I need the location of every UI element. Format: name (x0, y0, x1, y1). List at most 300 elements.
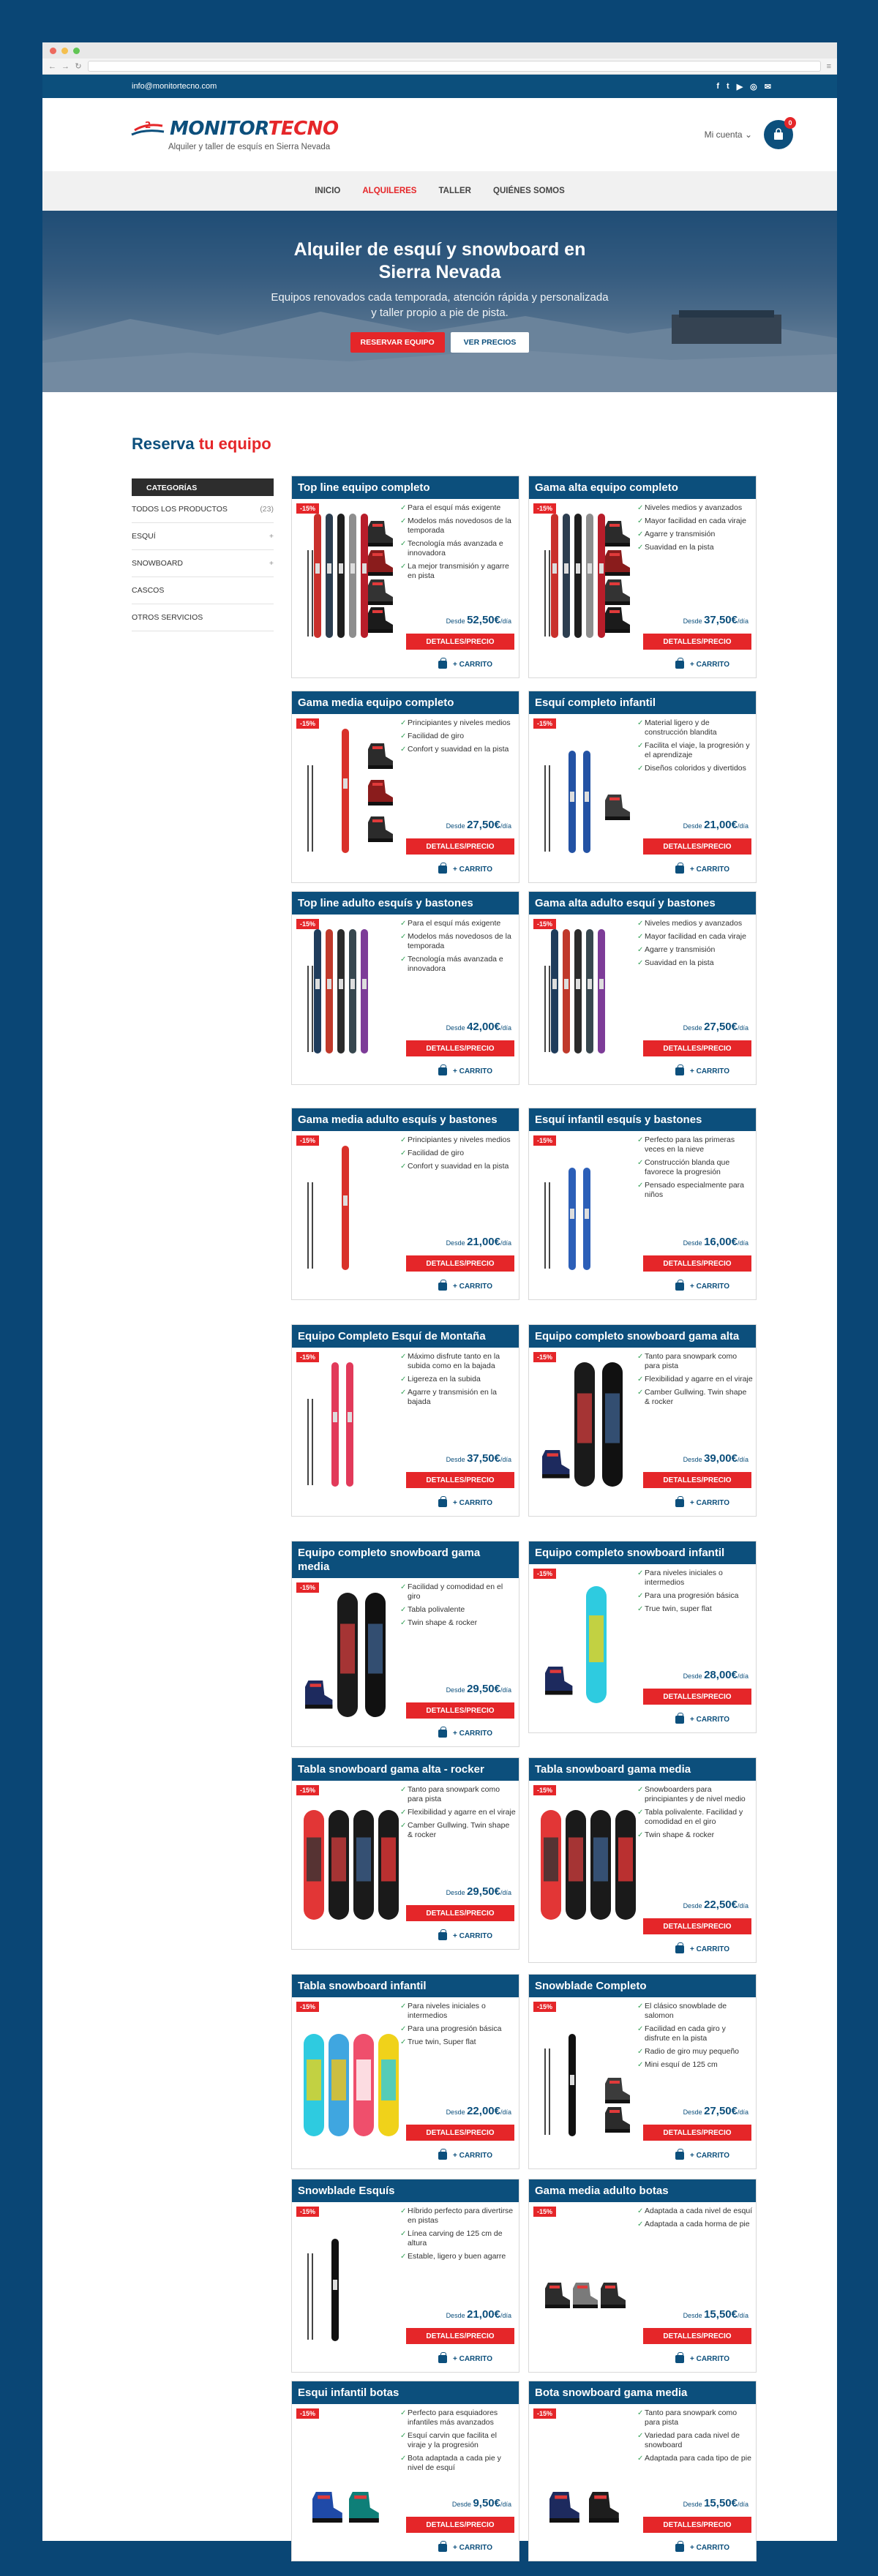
feature-item: ✓ Para una progresión básica (400, 2024, 516, 2034)
feature-item: ✓ Para el esquí más exigente (400, 919, 516, 928)
product-image[interactable] (298, 922, 400, 1054)
discount-badge: -15% (533, 1135, 556, 1146)
add-to-cart-label: + CARRITO (453, 1932, 492, 1940)
bag-icon (438, 1283, 447, 1291)
discount-badge: -15% (296, 2002, 319, 2012)
feature-item: ✓ Estable, ligero y buen agarre (400, 2252, 516, 2261)
add-to-cart-label: + CARRITO (453, 1067, 492, 1075)
category-sidebar (132, 478, 274, 631)
bag-icon (438, 2152, 447, 2160)
price: Desde 16,00€/día (683, 1236, 748, 1248)
add-to-cart-label: + CARRITO (690, 865, 729, 874)
facebook-icon[interactable]: f (716, 81, 720, 91)
bag-icon (438, 865, 447, 874)
logo[interactable] (130, 118, 339, 151)
add-to-cart-link[interactable] (675, 1716, 729, 1724)
price: Desde 21,00€/día (683, 819, 748, 831)
feature-item: ✓ Tanto para snowpark como para pista (637, 1352, 753, 1371)
product-title[interactable]: Top line adulto esquís y bastones (292, 892, 519, 915)
product-card[interactable] (291, 476, 519, 678)
product-title[interactable]: Top line equipo completo (292, 476, 519, 499)
feature-list (400, 1135, 516, 1175)
feature-item: ✓ El clásico snowblade de salomon (637, 2002, 753, 2021)
product-card[interactable] (528, 1324, 757, 1517)
product-image[interactable] (298, 2411, 400, 2543)
feature-item: ✓ Principiantes y niveles medios (400, 718, 516, 728)
hero-banner (42, 211, 837, 392)
feature-item: ✓ Facilita el viaje, la progresión y el aprendizaje (637, 741, 753, 760)
feature-item: ✓ Suavidad en la pista (637, 958, 753, 968)
feature-list (637, 1352, 753, 1411)
product-image[interactable] (535, 1571, 637, 1703)
feature-list (400, 718, 516, 758)
product-card[interactable] (291, 691, 519, 883)
details-price-button[interactable]: DETALLES/PRECIO (643, 1689, 751, 1705)
bag-icon (675, 2355, 684, 2363)
cart-count-badge: 0 (784, 117, 796, 129)
main-nav (42, 171, 837, 211)
category-item-snowboard[interactable]: SNOWBOARD + (132, 550, 274, 577)
feature-item: ✓ Ligereza en la subida (400, 1375, 516, 1384)
feature-item: ✓ True twin, super flat (637, 1604, 753, 1614)
feature-item: ✓ Máximo disfrute tanto en la subida como en la bajada (400, 1352, 516, 1371)
feature-item: ✓ Híbrido perfecto para divertirse en pistas (400, 2207, 516, 2226)
add-to-cart-label: + CARRITO (453, 2152, 492, 2160)
price: Desde 27,50€/día (683, 1021, 748, 1033)
mail-icon[interactable]: ✉ (764, 82, 771, 91)
forward-arrow-icon[interactable]: → (61, 61, 70, 71)
product-card[interactable] (528, 1974, 757, 2169)
discount-badge: -15% (296, 2408, 319, 2419)
feature-item: ✓ Para niveles iniciales o intermedios (400, 2002, 516, 2021)
feature-item: ✓ Tecnología más avanzada e innovadora (400, 539, 516, 558)
add-to-cart-label: + CARRITO (690, 2355, 729, 2363)
account-menu[interactable]: Mi cuenta ⌄ (704, 129, 752, 140)
feature-item: ✓ Modelos más novedosos de la temporada (400, 517, 516, 536)
price: Desde 42,00€/día (446, 1021, 511, 1033)
product-card[interactable] (291, 1974, 519, 2169)
feature-item: ✓ Para el esquí más exigente (400, 503, 516, 513)
cart-button[interactable] (764, 120, 793, 149)
browser-menu-icon[interactable]: ≡ (826, 61, 831, 71)
nav-item-quienes-somos[interactable]: QUIÉNES SOMOS (493, 187, 565, 195)
feature-item: ✓ Para una progresión básica (637, 1591, 753, 1601)
price: Desde 27,50€/día (446, 819, 511, 831)
product-title[interactable]: Bota snowboard gama media (529, 2381, 756, 2404)
feature-item: ✓ Tabla polivalente. Facilidad y comodidad en el giro (637, 1808, 753, 1827)
svg-text:2: 2 (145, 120, 151, 130)
product-card[interactable] (528, 476, 757, 678)
feature-item: ✓ Variedad para cada nivel de snowboard (637, 2431, 753, 2450)
feature-item: ✓ Perfecto para esquiadores infantiles más avanzados (400, 2408, 516, 2427)
feature-item: ✓ Esquí carvin que facilita el viraje y la progresión (400, 2431, 516, 2450)
feature-item: ✓ Agarre y transmisión en la bajada (400, 1388, 516, 1407)
bag-icon (675, 1945, 684, 1953)
price: Desde 22,00€/día (446, 2105, 511, 2117)
add-to-cart-link[interactable] (675, 1499, 729, 1507)
discount-badge: -15% (296, 718, 319, 729)
price: Desde 29,50€/día (446, 1885, 511, 1898)
browser-window (42, 42, 837, 2552)
feature-list (637, 1569, 753, 1618)
browser-toolbar (42, 59, 837, 75)
product-image[interactable] (535, 1355, 637, 1487)
feature-item: ✓ Snowboarders para principiantes y de nivel medio (637, 1785, 753, 1804)
bag-icon (675, 2544, 684, 2552)
details-price-button[interactable]: DETALLES/PRECIO (406, 1472, 514, 1488)
details-price-button[interactable]: DETALLES/PRECIO (406, 1255, 514, 1272)
tagline: Alquiler y taller de esquís en Sierra Nevada (168, 143, 331, 151)
nav-item-alquileres[interactable]: ALQUILERES (362, 187, 417, 195)
product-image[interactable] (535, 2005, 637, 2136)
discount-badge: -15% (533, 1785, 556, 1795)
details-price-button[interactable]: DETALLES/PRECIO (406, 1040, 514, 1056)
product-title[interactable]: Tabla snowboard infantil (292, 1975, 519, 1997)
bag-icon (675, 865, 684, 874)
bag-icon (438, 2544, 447, 2552)
discount-badge: -15% (296, 1352, 319, 1362)
add-to-cart-label: + CARRITO (453, 661, 492, 669)
feature-item: ✓ Camber Gullwing. Twin shape & rocker (637, 1388, 753, 1407)
add-to-cart-link[interactable] (438, 1730, 492, 1738)
product-card[interactable] (291, 891, 519, 1085)
add-to-cart-label: + CARRITO (690, 1716, 729, 1724)
reserve-equipment-button[interactable]: RESERVAR EQUIPO (350, 332, 445, 353)
product-title[interactable]: Gama alta adulto esquí y bastones (529, 892, 756, 915)
feature-item: ✓ Adaptada a cada nivel de esquí (637, 2207, 753, 2216)
add-to-cart-link[interactable] (675, 1945, 729, 1953)
product-card[interactable] (291, 1324, 519, 1517)
reload-icon[interactable]: ↻ (75, 62, 82, 71)
product-title[interactable]: Snowblade Completo (529, 1975, 756, 1997)
discount-badge: -15% (533, 718, 556, 729)
feature-item: ✓ Pensado especialmente para niños (637, 1181, 753, 1200)
details-price-button[interactable]: DETALLES/PRECIO (643, 1472, 751, 1488)
add-to-cart-link[interactable] (675, 2355, 729, 2363)
feature-item: ✓ Adaptada para cada tipo de pie (637, 2454, 753, 2463)
youtube-icon[interactable]: ▶ (736, 82, 743, 91)
category-heading: CATEGORÍAS (132, 478, 274, 496)
site-header (42, 98, 837, 171)
bag-icon (772, 128, 785, 141)
nav-item-inicio[interactable]: INICIO (315, 187, 341, 195)
feature-item: ✓ Camber Gullwing. Twin shape & rocker (400, 1821, 516, 1840)
discount-badge: -15% (533, 2207, 556, 2217)
product-card[interactable] (291, 2179, 519, 2373)
product-card[interactable] (528, 691, 757, 883)
feature-item: ✓ Facilidad y comodidad en el giro (400, 1582, 516, 1601)
details-price-button[interactable]: DETALLES/PRECIO (643, 634, 751, 650)
add-to-cart-link[interactable] (675, 1067, 729, 1075)
feature-item: ✓ Tanto para snowpark como para pista (637, 2408, 753, 2427)
product-card[interactable] (528, 2381, 757, 2561)
category-item-esqui[interactable]: ESQUÍ + (132, 523, 274, 550)
product-title[interactable]: Gama media adulto esquís y bastones (292, 1108, 519, 1131)
discount-badge: -15% (533, 1352, 556, 1362)
add-to-cart-link[interactable] (438, 2544, 492, 2552)
add-to-cart-label: + CARRITO (690, 1283, 729, 1291)
feature-item: ✓ Flexibilidad y agarre en el viraje (637, 1375, 753, 1384)
product-image[interactable] (298, 1585, 400, 1717)
details-price-button[interactable]: DETALLES/PRECIO (406, 2328, 514, 2344)
bag-icon (438, 1067, 447, 1075)
feature-list (637, 718, 753, 777)
browser-titlebar (42, 42, 837, 59)
discount-badge: -15% (296, 2207, 319, 2217)
feature-list (637, 1135, 753, 1203)
price: Desde 15,50€/día (683, 2497, 748, 2509)
bag-icon (438, 661, 447, 669)
bag-icon (438, 1499, 447, 1507)
bag-icon (675, 1716, 684, 1724)
product-title[interactable]: Snowblade Esquís (292, 2179, 519, 2202)
feature-item: ✓ Principiantes y niveles medios (400, 1135, 516, 1145)
product-image[interactable] (535, 1138, 637, 1270)
product-title[interactable]: Equipo completo snowboard gama alta (529, 1325, 756, 1348)
add-to-cart-label: + CARRITO (690, 661, 729, 669)
twitter-icon[interactable]: t (727, 81, 729, 91)
feature-list (400, 503, 516, 585)
price: Desde 21,00€/día (446, 2308, 511, 2321)
logo-mark-icon (130, 119, 165, 139)
feature-item: ✓ Diseños coloridos y divertidos (637, 764, 753, 773)
add-to-cart-label: + CARRITO (453, 1499, 492, 1507)
feature-item: ✓ Confort y suavidad en la pista (400, 1162, 516, 1171)
price: Desde 22,50€/día (683, 1899, 748, 1911)
details-price-button[interactable]: DETALLES/PRECIO (406, 1702, 514, 1719)
discount-badge: -15% (296, 1135, 319, 1146)
product-image[interactable] (535, 922, 637, 1054)
feature-item: ✓ Flexibilidad y agarre en el viraje (400, 1808, 516, 1817)
add-to-cart-label: + CARRITO (690, 1499, 729, 1507)
nav-item-taller[interactable]: TALLER (438, 187, 471, 195)
bag-icon (675, 661, 684, 669)
details-price-button[interactable]: DETALLES/PRECIO (643, 1255, 751, 1272)
product-title[interactable]: Tabla snowboard gama alta - rocker (292, 1758, 519, 1781)
feature-item: ✓ Tanto para snowpark como para pista (400, 1785, 516, 1804)
add-to-cart-link[interactable] (438, 661, 492, 669)
feature-list (637, 2207, 753, 2233)
product-title[interactable]: Equipo completo snowboard gama media (292, 1542, 519, 1578)
feature-list (637, 919, 753, 972)
details-price-button[interactable]: DETALLES/PRECIO (406, 2125, 514, 2141)
details-price-button[interactable]: DETALLES/PRECIO (643, 1918, 751, 1934)
category-item-all[interactable]: TODOS LOS PRODUCTOS (23) (132, 496, 274, 523)
product-title[interactable]: Equipo Completo Esquí de Montaña (292, 1325, 519, 1348)
product-card[interactable] (528, 891, 757, 1085)
add-to-cart-link[interactable] (438, 1932, 492, 1940)
feature-item: ✓ Mini esquí de 125 cm (637, 2060, 753, 2070)
product-title[interactable]: Gama media equipo completo (292, 691, 519, 714)
discount-badge: -15% (296, 1785, 319, 1795)
address-bar[interactable] (88, 61, 821, 72)
product-image[interactable] (298, 2209, 400, 2341)
discount-badge: -15% (533, 1569, 556, 1579)
feature-list (637, 2408, 753, 2467)
add-to-cart-link[interactable] (438, 2152, 492, 2160)
feature-item: ✓ Facilidad de giro (400, 732, 516, 741)
bag-icon (438, 1730, 447, 1738)
add-to-cart-label: + CARRITO (690, 1945, 729, 1953)
product-card[interactable] (528, 1757, 757, 1963)
price: Desde 9,50€/día (451, 2497, 511, 2509)
feature-list (400, 1785, 516, 1844)
add-to-cart-link[interactable] (675, 865, 729, 874)
feature-list (637, 2002, 753, 2073)
minimize-window-icon[interactable] (61, 48, 68, 54)
feature-list (400, 1352, 516, 1411)
product-image[interactable] (298, 506, 400, 638)
feature-item: ✓ Tabla polivalente (400, 1605, 516, 1615)
instagram-icon[interactable]: ◎ (750, 82, 757, 91)
feature-list (637, 503, 753, 556)
feature-item: ✓ Bota adaptada a cada pie y nivel de esquí (400, 2454, 516, 2473)
product-image[interactable] (298, 1355, 400, 1487)
product-image[interactable] (298, 1788, 400, 1920)
details-price-button[interactable]: DETALLES/PRECIO (406, 2517, 514, 2533)
feature-item: ✓ Agarre y transmisión (637, 945, 753, 955)
product-title[interactable]: Esquí infantil esquís y bastones (529, 1108, 756, 1131)
product-title[interactable]: Esqui infantil botas (292, 2381, 519, 2404)
feature-item: ✓ Para niveles iniciales o intermedios (637, 1569, 753, 1588)
discount-badge: -15% (296, 1582, 319, 1593)
feature-list (400, 2207, 516, 2265)
category-item-cascos[interactable]: CASCOS (132, 577, 274, 604)
product-image[interactable] (535, 1788, 637, 1920)
discount-badge: -15% (533, 2408, 556, 2419)
product-card[interactable] (528, 1108, 757, 1300)
product-title[interactable]: Gama alta equipo completo (529, 476, 756, 499)
price: Desde 28,00€/día (683, 1669, 748, 1681)
bag-icon (438, 2355, 447, 2363)
section-title: Reserva tu equipo (132, 435, 271, 453)
add-to-cart-label: + CARRITO (453, 865, 492, 874)
feature-list (637, 1785, 753, 1844)
discount-badge: -15% (296, 503, 319, 514)
price: Desde 15,50€/día (683, 2308, 748, 2321)
product-image[interactable] (298, 2005, 400, 2136)
details-price-button[interactable]: DETALLES/PRECIO (406, 634, 514, 650)
price: Desde 21,00€/día (446, 1236, 511, 1248)
product-image[interactable] (535, 721, 637, 853)
hero-title: Alquiler de esquí y snowboard en Sierra Nevada (293, 239, 586, 282)
feature-item: ✓ Confort y suavidad en la pista (400, 745, 516, 754)
product-title[interactable]: Tabla snowboard gama media (529, 1758, 756, 1781)
add-to-cart-link[interactable] (675, 2152, 729, 2160)
hero-subtitle: Equipos renovados cada temporada, atención rápida y personalizada y taller propio a pie de pista. (271, 291, 609, 319)
back-arrow-icon[interactable]: ← (48, 61, 56, 71)
close-window-icon[interactable] (50, 48, 56, 54)
product-card[interactable] (291, 2381, 519, 2561)
feature-item: ✓ Facilidad en cada giro y disfrute en la pista (637, 2024, 753, 2043)
product-card[interactable] (528, 2179, 757, 2373)
product-title[interactable]: Esquí completo infantil (529, 691, 756, 714)
details-price-button[interactable]: DETALLES/PRECIO (406, 838, 514, 855)
product-image[interactable] (298, 1138, 400, 1270)
product-image[interactable] (535, 2209, 637, 2341)
price: Desde 37,50€/día (683, 614, 748, 626)
view-prices-button[interactable]: VER PRECIOS (451, 332, 530, 353)
details-price-button[interactable]: DETALLES/PRECIO (643, 838, 751, 855)
product-card[interactable] (291, 1108, 519, 1300)
add-to-cart-label: + CARRITO (690, 2152, 729, 2160)
product-card[interactable] (291, 1541, 519, 1747)
product-card[interactable] (528, 1541, 757, 1733)
feature-item: ✓ Niveles medios y avanzados (637, 503, 753, 513)
feature-item: ✓ Facilidad de giro (400, 1149, 516, 1158)
bag-icon (438, 1932, 447, 1940)
add-to-cart-link[interactable] (438, 865, 492, 874)
add-to-cart-link[interactable] (438, 1067, 492, 1075)
add-to-cart-link[interactable] (675, 661, 729, 669)
feature-list (400, 2002, 516, 2051)
feature-list (400, 919, 516, 977)
add-to-cart-link[interactable] (675, 1283, 729, 1291)
feature-item: ✓ Modelos más novedosos de la temporada (400, 932, 516, 951)
feature-list (400, 1582, 516, 1631)
social-links (716, 82, 771, 91)
add-to-cart-link[interactable] (438, 1283, 492, 1291)
feature-item: ✓ Twin shape & rocker (637, 1830, 753, 1840)
bag-icon (675, 1067, 684, 1075)
feature-item: ✓ Línea carving de 125 cm de altura (400, 2229, 516, 2248)
product-title[interactable]: Equipo completo snowboard infantil (529, 1542, 756, 1564)
product-image[interactable] (535, 2411, 637, 2543)
feature-item: ✓ Mayor facilidad en cada viraje (637, 517, 753, 526)
add-to-cart-label: + CARRITO (453, 2355, 492, 2363)
details-price-button[interactable]: DETALLES/PRECIO (643, 2125, 751, 2141)
price: Desde 52,50€/día (446, 614, 511, 626)
category-item-otros[interactable]: OTROS SERVICIOS (132, 604, 274, 631)
details-price-button[interactable]: DETALLES/PRECIO (643, 1040, 751, 1056)
feature-item: ✓ Construcción blanda que favorece la progresión (637, 1158, 753, 1177)
bag-icon (675, 1499, 684, 1507)
add-to-cart-label: + CARRITO (453, 2544, 492, 2552)
bag-icon (675, 2152, 684, 2160)
details-price-button[interactable]: DETALLES/PRECIO (643, 2328, 751, 2344)
logo-wordmark: MONITORTECNO (170, 118, 339, 140)
feature-item: ✓ Perfecto para las primeras veces en la nieve (637, 1135, 753, 1154)
feature-item: ✓ Agarre y transmisión (637, 530, 753, 539)
product-card[interactable] (291, 1757, 519, 1950)
add-to-cart-link[interactable] (675, 2544, 729, 2552)
add-to-cart-label: + CARRITO (690, 2544, 729, 2552)
add-to-cart-link[interactable] (438, 2355, 492, 2363)
price: Desde 29,50€/día (446, 1683, 511, 1695)
feature-item: ✓ Twin shape & rocker (400, 1618, 516, 1628)
details-price-button[interactable]: DETALLES/PRECIO (643, 2517, 751, 2533)
feature-list (400, 2408, 516, 2477)
contact-email[interactable]: info@monitortecno.com (132, 82, 217, 91)
product-title[interactable]: Gama media adulto botas (529, 2179, 756, 2202)
details-price-button[interactable]: DETALLES/PRECIO (406, 1905, 514, 1921)
add-to-cart-label: + CARRITO (453, 1730, 492, 1738)
bag-icon (675, 1283, 684, 1291)
maximize-window-icon[interactable] (73, 48, 80, 54)
add-to-cart-link[interactable] (438, 1499, 492, 1507)
discount-badge: -15% (296, 919, 319, 929)
price: Desde 39,00€/día (683, 1452, 748, 1465)
feature-item: ✓ Material ligero y de construcción blandita (637, 718, 753, 737)
discount-badge: -15% (533, 503, 556, 514)
product-image[interactable] (535, 506, 637, 638)
add-to-cart-label: + CARRITO (453, 1283, 492, 1291)
product-image[interactable] (298, 721, 400, 853)
price: Desde 27,50€/día (683, 2105, 748, 2117)
feature-item: ✓ True twin, Super flat (400, 2038, 516, 2047)
feature-item: ✓ Niveles medios y avanzados (637, 919, 753, 928)
feature-item: ✓ Adaptada a cada horma de pie (637, 2220, 753, 2229)
